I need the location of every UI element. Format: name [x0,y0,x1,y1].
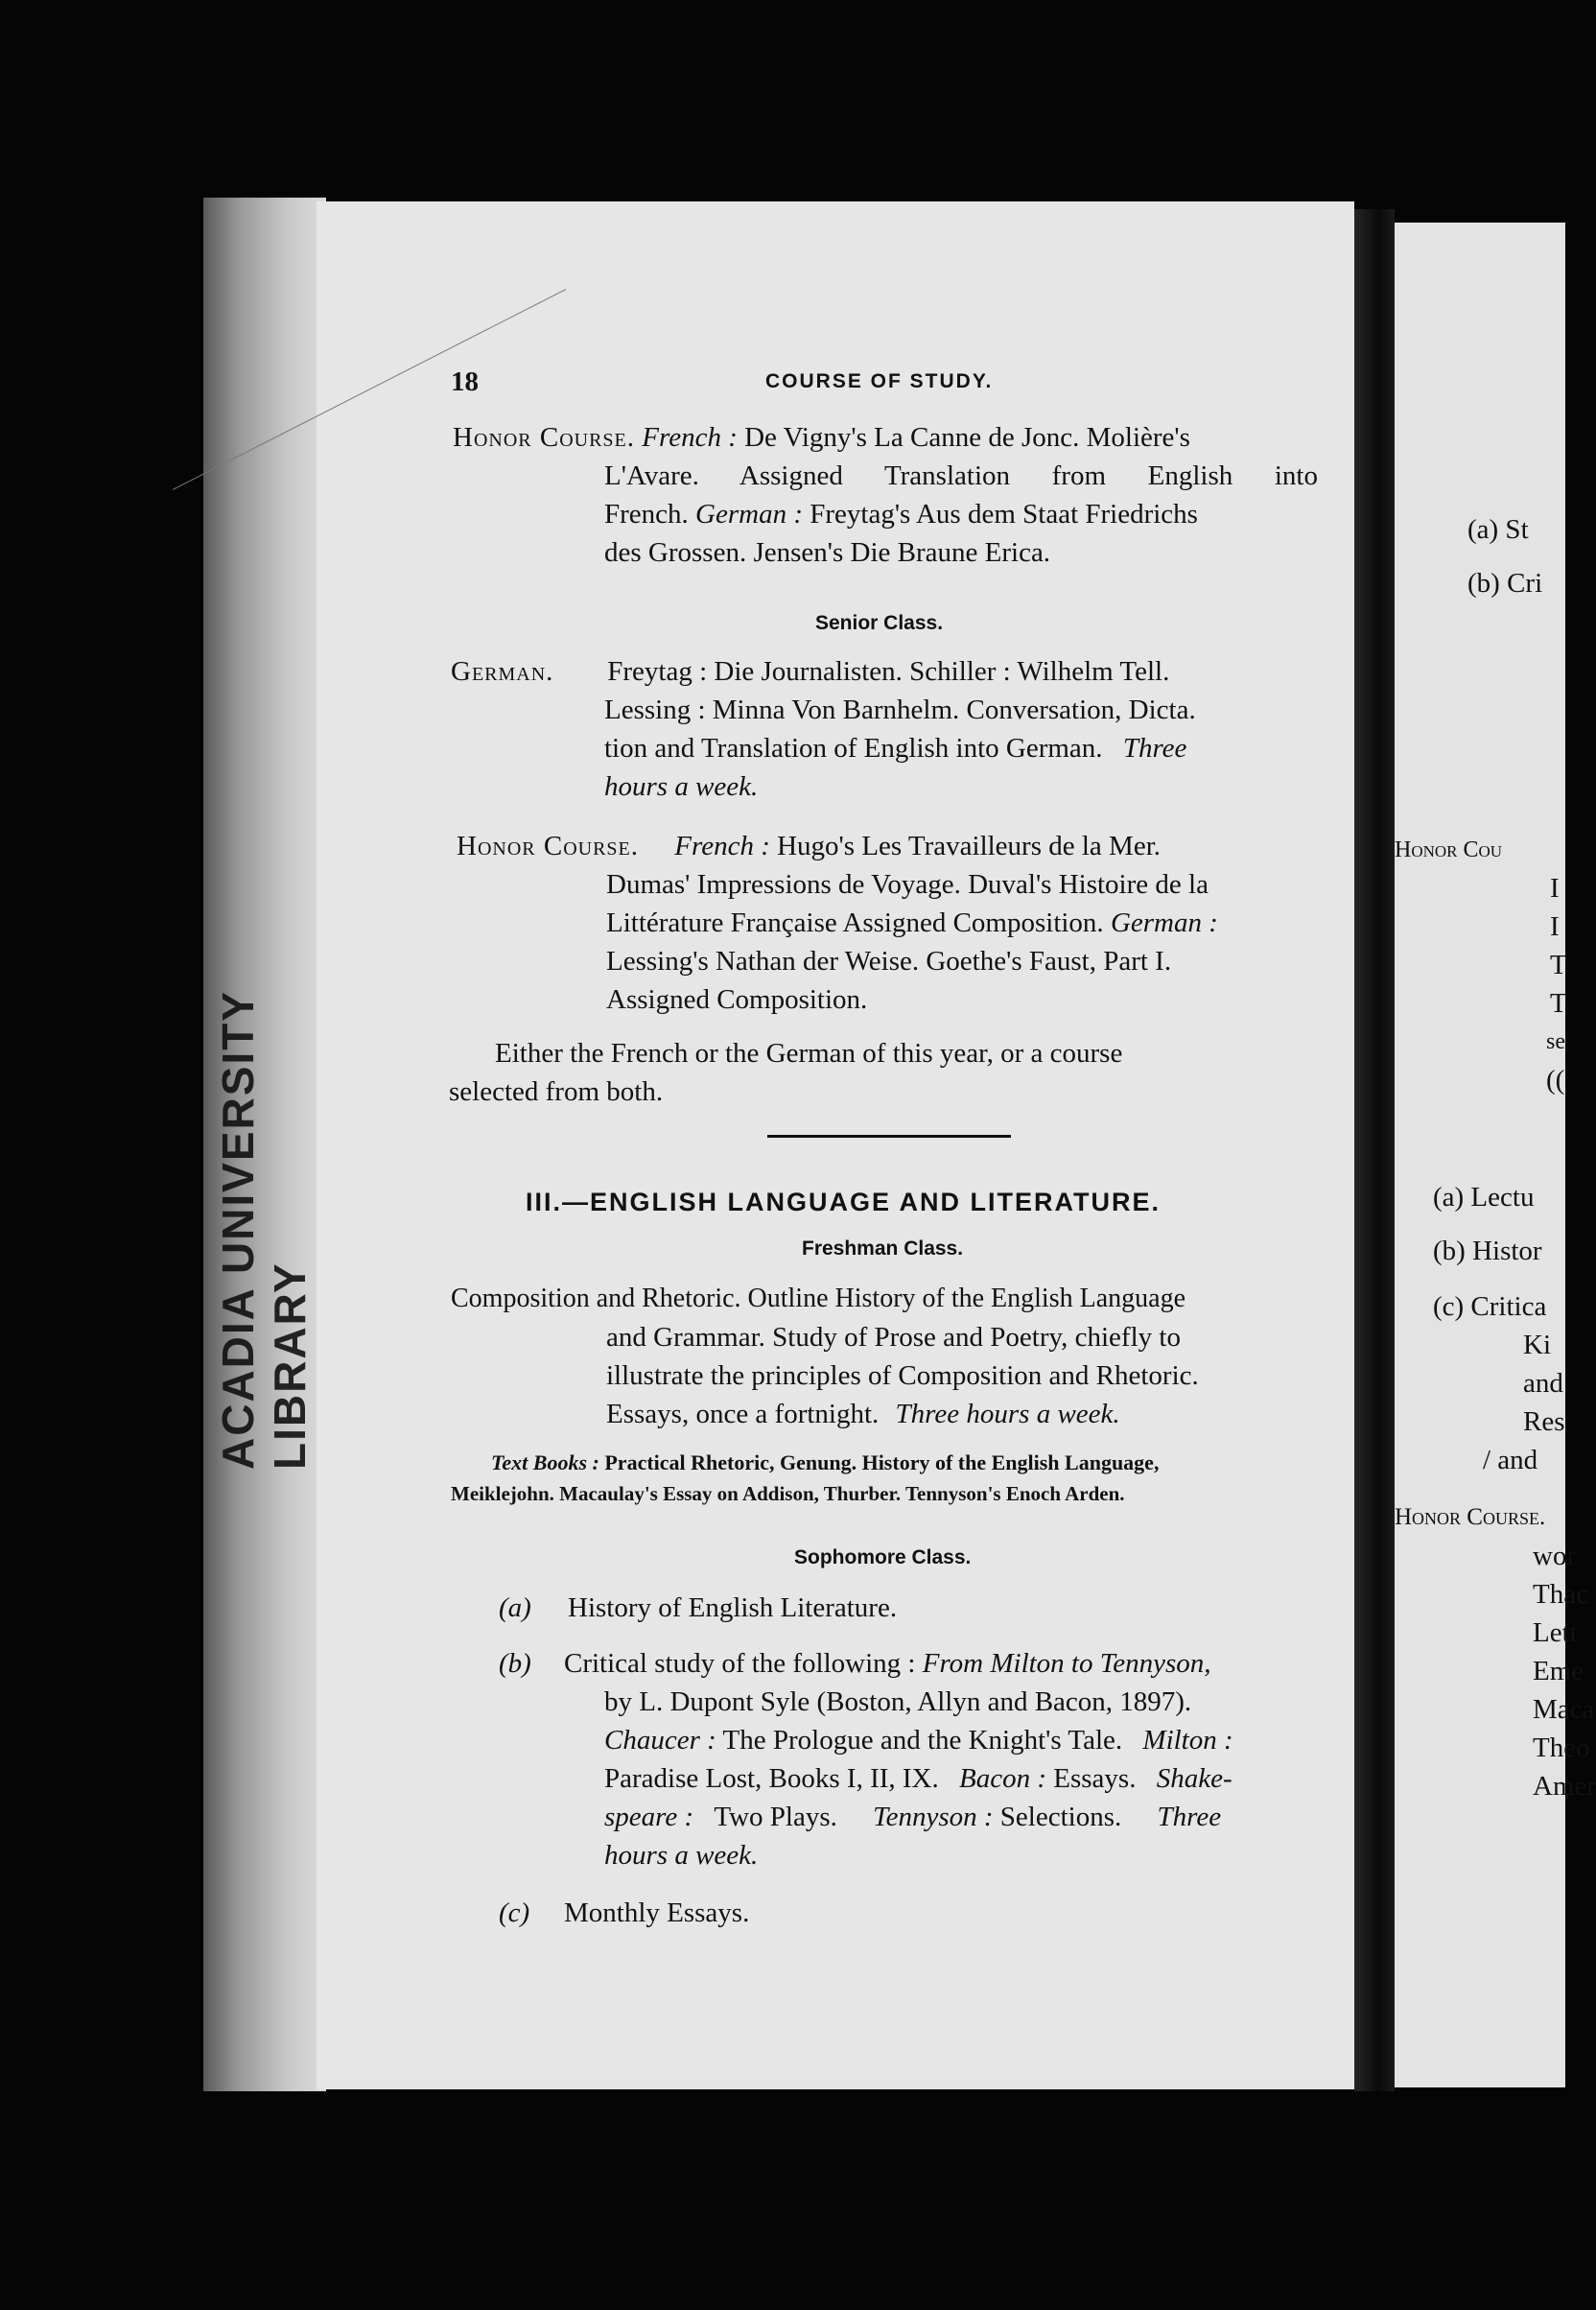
three-label: Three [1157,1802,1222,1832]
milton-label: Milton : [1142,1725,1233,1756]
item-b-line-6: hours a week. [604,1840,759,1871]
honor-course-label-2: Honor Course. [457,831,640,861]
right-line: T [1550,950,1567,980]
right-line: Eme [1533,1656,1584,1686]
right-line: Thac [1533,1579,1588,1610]
honor-course-2-line-4: Lessing's Nathan der Weise. Goethe's Faust, Part I. [606,946,1172,977]
right-line: Honor Course. [1395,1504,1546,1530]
right-line: Res [1523,1406,1565,1437]
composition-line-3: illustrate the principles of Composition and Rhetoric. [606,1360,1199,1391]
item-c-text: Monthly Essays. [564,1898,750,1928]
honor-course-2-line-2: Dumas' Impressions de Voyage. Duval's Histoire de la [606,869,1209,900]
item-b-line-2: by L. Dupont Syle (Boston, Allyn and Bacon, 1897). [604,1686,1192,1717]
either-note-line-1: Either the French or the German of this year, or a course [495,1038,1123,1069]
right-line: I [1550,911,1560,942]
honor-course-1-text-3a: French. [604,499,689,530]
right-line: (c) Critica [1433,1291,1547,1322]
honor-course-1-text-3b: Freytag's Aus dem Staat Friedrichs [810,499,1198,530]
honor-course-1-text-2: L'Avare. Assigned Translation from English into [604,460,1318,491]
right-line: wor [1533,1541,1577,1571]
german-senior-text-3a: tion and Translation of English into German. [604,733,1103,764]
right-line: Lett [1533,1617,1578,1648]
freshman-class-heading: Freshman Class. [802,1238,964,1260]
german-senior-line-2: Lessing : Minna Von Barnhelm. Conversation, Dicta. [604,695,1196,725]
textbooks-text-1: Practical Rhetoric, Genung. History of the English Language, [604,1450,1160,1474]
right-line: se [1546,1029,1565,1054]
running-title: COURSE OF STUDY. [765,370,994,392]
composition-line-2: and Grammar. Study of Prose and Poetry, chiefly to [606,1322,1181,1353]
french-label-2: French : [674,831,770,861]
german-senior-line-3 [604,729,1186,767]
either-note-line-2: selected from both. [449,1076,664,1107]
honor-course-1-line-1 [453,418,1318,457]
section-title: III.—ENGLISH LANGUAGE AND LITERATURE. [526,1188,1162,1216]
item-b-text-3: The Prologue and the Knight's Tale. [722,1725,1123,1756]
book-gutter [1354,209,1395,2091]
honor-course-2-line-1 [457,827,1161,865]
right-line: Theo [1533,1732,1590,1763]
right-line: Amer [1533,1771,1596,1802]
page-number: 18 [451,366,479,397]
shake-label: Shake- [1156,1763,1232,1794]
textbooks-line-1 [491,1449,1159,1477]
item-c-marker: (c) [499,1898,530,1928]
item-b-text-5a: Two Plays. [714,1802,837,1832]
honor-course-1-line-2 [604,457,1318,495]
right-line: / and [1483,1445,1538,1475]
item-b-line-1 [564,1644,1210,1683]
speare-label: speare : [604,1802,694,1832]
tennyson-label: Tennyson : [873,1802,994,1832]
honor-course-2-line-5: Assigned Composition. [606,984,868,1015]
item-a-marker: (a) [499,1592,531,1623]
honor-course-label: Honor Course. [453,422,636,453]
library-stamp: ACADIA UNIVERSITY LIBRARY [213,990,315,1470]
item-b-text-1a: Critical study of the following : [564,1648,916,1679]
chaucer-label: Chaucer : [604,1725,716,1756]
right-line: I [1550,873,1560,904]
honor-course-1-line-3 [604,495,1318,533]
german-label: German. [451,656,554,687]
german-senior-line-1 [451,652,1169,691]
right-line: (( [1546,1065,1565,1096]
composition-text-4b: Three hours a week. [895,1399,1120,1429]
right-line: Honor Cou [1395,837,1503,862]
german-label: German : [695,499,803,530]
right-line: (b) Cri [1467,568,1543,599]
german-senior-text-1: Freytag : Die Journalisten. Schiller : Wilhelm Tell. [607,656,1170,687]
right-line: (a) St [1467,514,1529,545]
senior-class-heading: Senior Class. [815,612,944,634]
french-label: French : [642,422,738,453]
item-b-text-4a: Paradise Lost, Books I, II, IX. [604,1763,939,1794]
right-page-fragment [1395,223,1596,2087]
german-senior-line-4: hours a week. [604,771,759,802]
item-b-text-5b: Selections. [999,1802,1122,1832]
right-line: (a) Lectu [1433,1182,1535,1213]
composition-line-4 [606,1395,1120,1433]
right-line: Maca [1533,1694,1595,1725]
right-line: Ki [1523,1330,1551,1360]
item-b-line-4 [604,1759,1232,1798]
item-b-line-5 [604,1798,1221,1836]
item-b-marker: (b) [499,1648,531,1679]
honor-course-1-line-4: des Grossen. Jensen's Die Braune Erica. [604,537,1051,568]
section-divider [767,1135,1011,1138]
right-line: and [1523,1368,1563,1399]
item-b-line-3 [604,1721,1233,1759]
bacon-label: Bacon : [959,1763,1047,1794]
item-b-text-1b: From Milton to Tennyson, [922,1648,1211,1679]
composition-text-4a: Essays, once a fortnight. [606,1399,880,1429]
sophomore-class-heading: Sophomore Class. [794,1546,972,1568]
german-label-2: German : [1110,908,1218,938]
right-line: T [1550,988,1567,1019]
left-page [317,201,1354,2089]
honor-course-2-text-1: Hugo's Les Travailleurs de la Mer. [777,831,1162,861]
honor-course-2-line-3 [606,904,1218,942]
composition-line-1: Composition and Rhetoric. Outline History of the English Language [451,1284,1185,1313]
german-senior-text-3b: Three [1122,733,1187,764]
textbooks-line-2: Meiklejohn. Macaulay's Essay on Addison, Thurber. Tennyson's Enoch Arden. [451,1482,1125,1505]
honor-course-2-text-3a: Littérature Française Assigned Composition. [606,908,1104,938]
right-line: (b) Histor [1433,1236,1542,1266]
textbooks-label: Text Books : [491,1450,599,1474]
honor-course-1-text-1: De Vigny's La Canne de Jonc. Molière's [744,422,1190,453]
item-a-text: History of English Literature. [568,1592,898,1623]
item-b-text-4b: Essays. [1053,1763,1137,1794]
